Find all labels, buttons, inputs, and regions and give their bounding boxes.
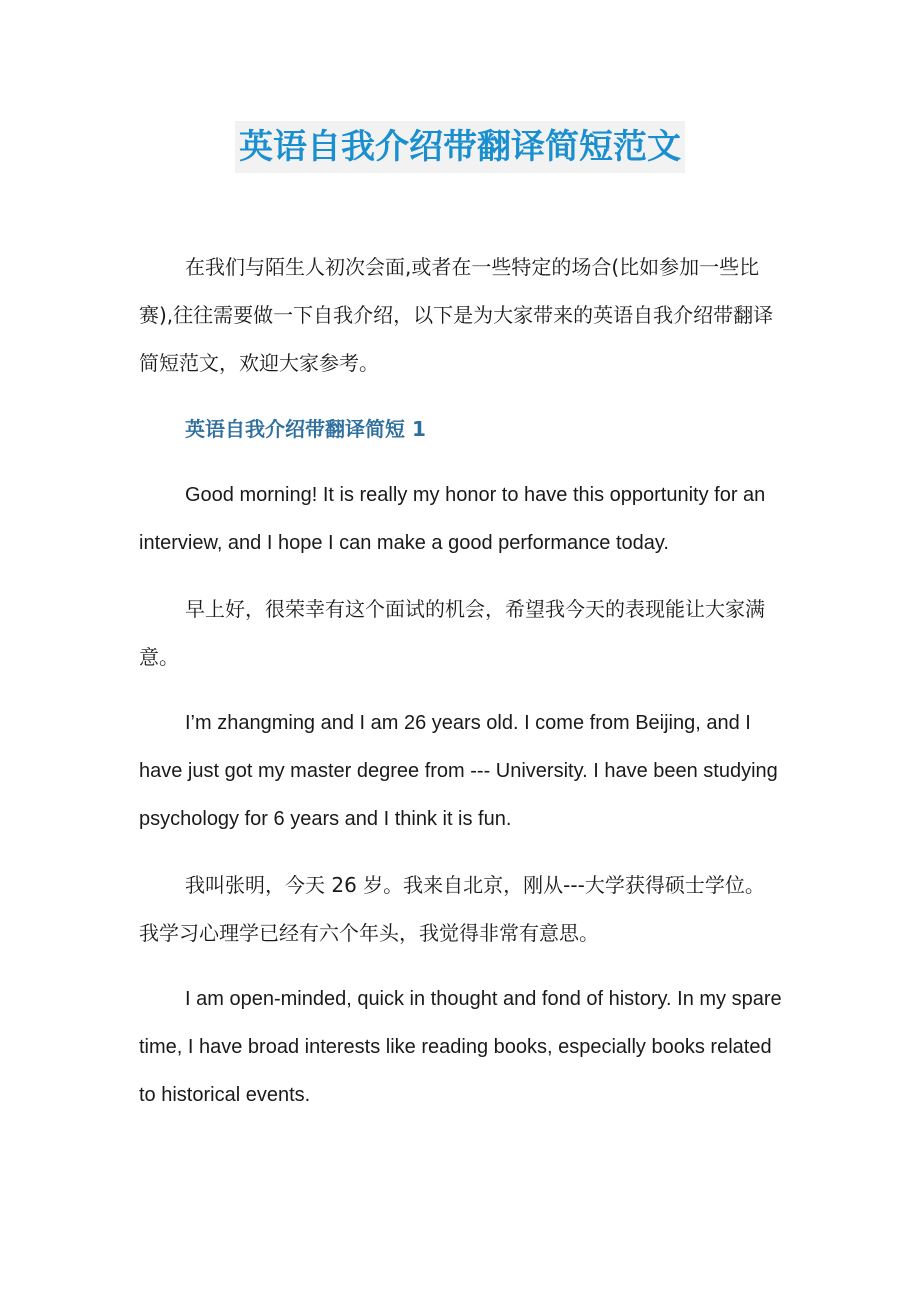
- document-title: 英语自我介绍带翻译简短范文: [235, 121, 685, 173]
- english-paragraph-3: I am open-minded, quick in thought and fond of history. In my spare time, I have broad interests like reading books, especially books related to historical events.: [139, 988, 782, 1106]
- section-heading: 英语自我介绍带翻译简短 1: [185, 417, 426, 441]
- intro-paragraph: 在我们与陌生人初次会面,或者在一些特定的场合(比如参加一些比赛),往往需要做一下自我介绍，以下是为大家带来的英语自我介绍带翻译简短范文，欢迎大家参考。: [139, 255, 774, 375]
- chinese-paragraph-1: 早上好，很荣幸有这个面试的机会，希望我今天的表现能让大家满意。: [139, 597, 765, 669]
- english-paragraph-1: Good morning! It is really my honor to have this opportunity for an interview, and I hope I can make a good performance today.: [139, 484, 766, 554]
- document-body: [139, 243, 784, 1137]
- title-container: [0, 121, 920, 173]
- english-paragraph-2: I’m zhangming and I am 26 years old. I come from Beijing, and I have just got my master degree from --- University. I have been studying psychology for 6 years and I think it is fun.: [139, 712, 778, 830]
- chinese-paragraph-2: 我叫张明，今天 26 岁。我来自北京，刚从---大学获得硕士学位。我学习心理学已经有六个年头，我觉得非常有意思。: [139, 873, 765, 945]
